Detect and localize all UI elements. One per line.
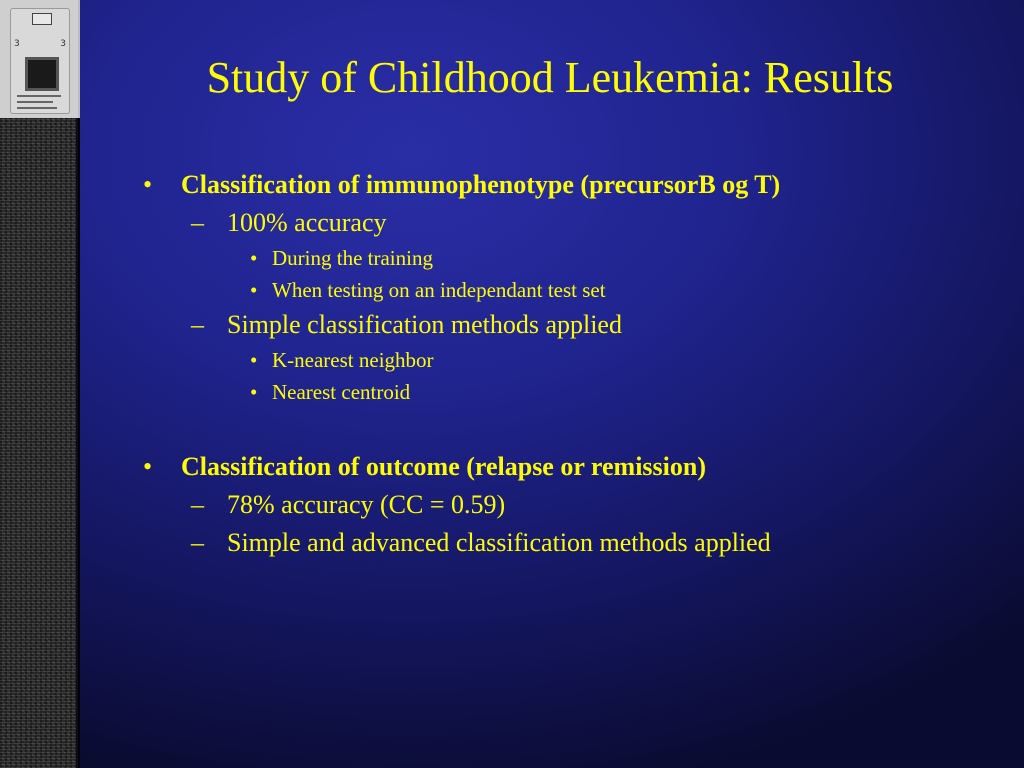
bullet-spacer bbox=[143, 406, 923, 450]
card-digit-left: 3 bbox=[14, 39, 20, 49]
bullet-level2 bbox=[143, 308, 923, 342]
bullet-level2 bbox=[143, 488, 923, 522]
dash-marker: – bbox=[191, 528, 204, 557]
card-window-icon bbox=[25, 57, 59, 91]
dash-marker: – bbox=[191, 490, 204, 519]
bullet-text: K-nearest neighbor bbox=[272, 348, 434, 372]
bullet-text: Simple and advanced classification methods applied bbox=[227, 528, 771, 557]
bullet-list bbox=[143, 168, 923, 560]
bullet-text: During the training bbox=[272, 246, 433, 270]
bullet-text: Simple classification methods applied bbox=[227, 310, 622, 339]
dash-marker: – bbox=[191, 310, 204, 339]
bullet-text: Classification of outcome (relapse or remission) bbox=[181, 452, 706, 481]
bullet-marker: • bbox=[143, 452, 153, 481]
bullet-marker: • bbox=[143, 170, 153, 199]
card-frame bbox=[10, 8, 70, 114]
bullet-level1 bbox=[143, 450, 923, 484]
bullet-level1 bbox=[143, 168, 923, 202]
bullet-text: When testing on an independant test set bbox=[272, 278, 606, 302]
bullet-marker: • bbox=[250, 246, 258, 270]
bullet-marker: • bbox=[250, 278, 258, 302]
bullet-text: Nearest centroid bbox=[272, 380, 411, 404]
bullet-text: Classification of immunophenotype (precursorB og T) bbox=[181, 170, 781, 199]
slide-main-area bbox=[80, 0, 1024, 768]
bullet-level3 bbox=[143, 346, 923, 374]
card-text-line bbox=[17, 101, 53, 103]
bullet-marker: • bbox=[250, 380, 258, 404]
card-text-line bbox=[17, 95, 61, 97]
bullet-text: 100% accuracy bbox=[227, 208, 387, 237]
bullet-level3 bbox=[143, 378, 923, 406]
card-digit-right: 3 bbox=[60, 39, 66, 49]
card-text-line bbox=[17, 107, 57, 109]
card-label-box bbox=[32, 13, 52, 25]
slide-thumbnail-card bbox=[0, 0, 80, 118]
slide-title: Study of Childhood Leukemia: Results bbox=[206, 53, 894, 102]
bullet-level3 bbox=[143, 276, 923, 304]
bullet-level3 bbox=[143, 244, 923, 272]
bullet-text: 78% accuracy (CC = 0.59) bbox=[227, 490, 506, 519]
bullet-level2 bbox=[143, 526, 923, 560]
bullet-marker: • bbox=[250, 348, 258, 372]
dash-marker: – bbox=[191, 208, 204, 237]
bullet-level2 bbox=[143, 206, 923, 240]
